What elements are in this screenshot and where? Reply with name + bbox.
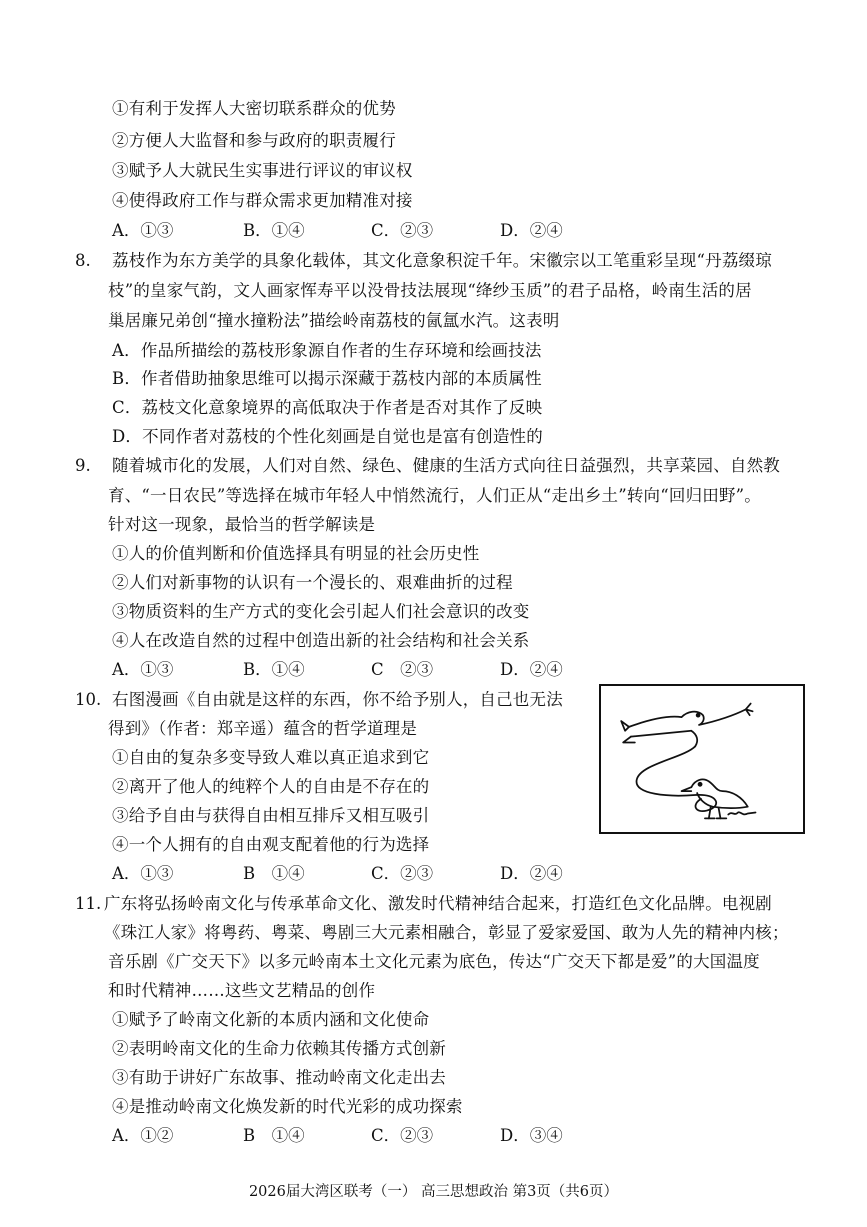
q9-number: 9. [75, 456, 91, 475]
q8-option-c: C．荔枝文化意象境界的高低取决于作者是否对其作了反映 [112, 398, 543, 417]
q9-option-a: A．①③ [112, 660, 174, 679]
q7-item-1: ①有利于发挥人大密切联系群众的优势 [112, 99, 396, 118]
q11-item-2: ②表明岭南文化的生命力依赖其传播方式创新 [112, 1039, 446, 1058]
q11-stem-line-4: 和时代精神……这些文艺精品的创作 [108, 981, 376, 1000]
q9-option-b: B．①④ [243, 660, 305, 679]
q10-stem-line-1: 右图漫画《自由就是这样的东西，你不给予别人，自己也无法 [112, 690, 563, 709]
q7-option-c: C．②③ [371, 221, 434, 240]
q7-item-3: ③赋予人大就民生实事进行评议的审议权 [112, 161, 413, 180]
freedom-cartoon [599, 684, 805, 834]
q9-option-c: C ②③ [371, 660, 434, 679]
q7-item-2: ②方便人大监督和参与政府的职责履行 [112, 131, 396, 150]
q10-option-a: A．①③ [112, 864, 174, 883]
q8-option-a: A．作品所描绘的荔枝形象源自作者的生存环境和绘画技法 [112, 341, 542, 360]
birds-drawing-icon [601, 686, 803, 832]
page-footer: 2026届大湾区联考（一） 高三思想政治 第3页（共6页） [248, 1184, 619, 1200]
q9-option-d: D．②④ [500, 660, 563, 679]
q9-item-3: ③物质资料的生产方式的变化会引起人们社会意识的改变 [112, 602, 530, 621]
q7-option-a: A．①③ [112, 221, 174, 240]
q9-item-2: ②人们对新事物的认识有一个漫长的、艰难曲折的过程 [112, 573, 513, 592]
q10-stem-line-2: 得到》（作者：郑辛遥）蕴含的哲学道理是 [108, 719, 418, 738]
q8-stem-line-2: 枝”的皇家气韵，文人画家恽寿平以没骨技法展现“绛纱玉质”的君子品格，岭南生活的居 [108, 281, 752, 300]
q10-item-2: ②离开了他人的纯粹个人的自由是不存在的 [112, 777, 430, 796]
q11-stem-line-3: 音乐剧《广交天下》以多元岭南本土文化元素为底色，传达“广交天下都是爱”的大国温度 [108, 952, 760, 971]
q11-option-a: A．①② [112, 1126, 174, 1145]
q11-option-d: D．③④ [500, 1126, 563, 1145]
q8-stem-line-3: 巢居廉兄弟创“撞水撞粉法”描绘岭南荔枝的氤氲水汽。这表明 [108, 311, 560, 330]
q9-item-4: ④人在改造自然的过程中创造出新的社会结构和社会关系 [112, 631, 530, 650]
q11-number: 11. [75, 894, 102, 913]
q7-option-b: B．①④ [243, 221, 305, 240]
q10-item-3: ③给予自由与获得自由相互排斥又相互吸引 [112, 806, 430, 825]
q10-item-1: ①自由的复杂多变导致人难以真正追求到它 [112, 748, 430, 767]
q9-stem-line-3: 针对这一现象，最恰当的哲学解读是 [108, 515, 376, 534]
q11-stem-line-2: 《珠江人家》将粤药、粤菜、粤剧三大元素相融合，彰显了爱家爱国、敢为人先的精神内核； [104, 923, 789, 942]
q10-item-4: ④一个人拥有的自由观支配着他的行为选择 [112, 835, 430, 854]
q8-option-b: B．作者借助抽象思维可以揭示深藏于荔枝内部的本质属性 [112, 369, 542, 388]
q9-stem-line-2: 育、“一日农民”等选择在城市年轻人中悄然流行，人们正从“走出乡土”转向“回归田野”。 [108, 486, 762, 505]
q10-number: 10. [75, 690, 102, 709]
q11-item-3: ③有助于讲好广东故事、推动岭南文化走出去 [112, 1068, 446, 1087]
q11-item-4: ④是推动岭南文化焕发新的时代光彩的成功探索 [112, 1097, 463, 1116]
q9-item-1: ①人的价值判断和价值选择具有明显的社会历史性 [112, 544, 480, 563]
q9-stem-line-1: 随着城市化的发展，人们对自然、绿色、健康的生活方式向往日益强烈，共享菜园、自然教 [112, 456, 780, 475]
q10-option-d: D．②④ [500, 864, 563, 883]
q10-option-b: B ①④ [243, 864, 305, 883]
q11-item-1: ①赋予了岭南文化新的本质内涵和文化使命 [112, 1010, 430, 1029]
q11-stem-line-1: 广东将弘扬岭南文化与传承革命文化、激发时代精神结合起来，打造红色文化品牌。电视剧 [104, 894, 772, 913]
q7-item-4: ④使得政府工作与群众需求更加精准对接 [112, 191, 413, 210]
q10-option-c: C．②③ [371, 864, 434, 883]
q11-option-b: B ①④ [243, 1126, 305, 1145]
q11-option-c: C．②③ [371, 1126, 434, 1145]
q7-option-d: D．②④ [500, 221, 563, 240]
q8-option-d: D．不同作者对荔枝的个性化刻画是自觉也是富有创造性的 [112, 427, 543, 446]
q8-stem-line-1: 荔枝作为东方美学的具象化载体，其文化意象积淀千年。宋徽宗以工笔重彩呈现“丹荔缀琼 [112, 251, 772, 270]
q8-number: 8. [75, 251, 91, 270]
